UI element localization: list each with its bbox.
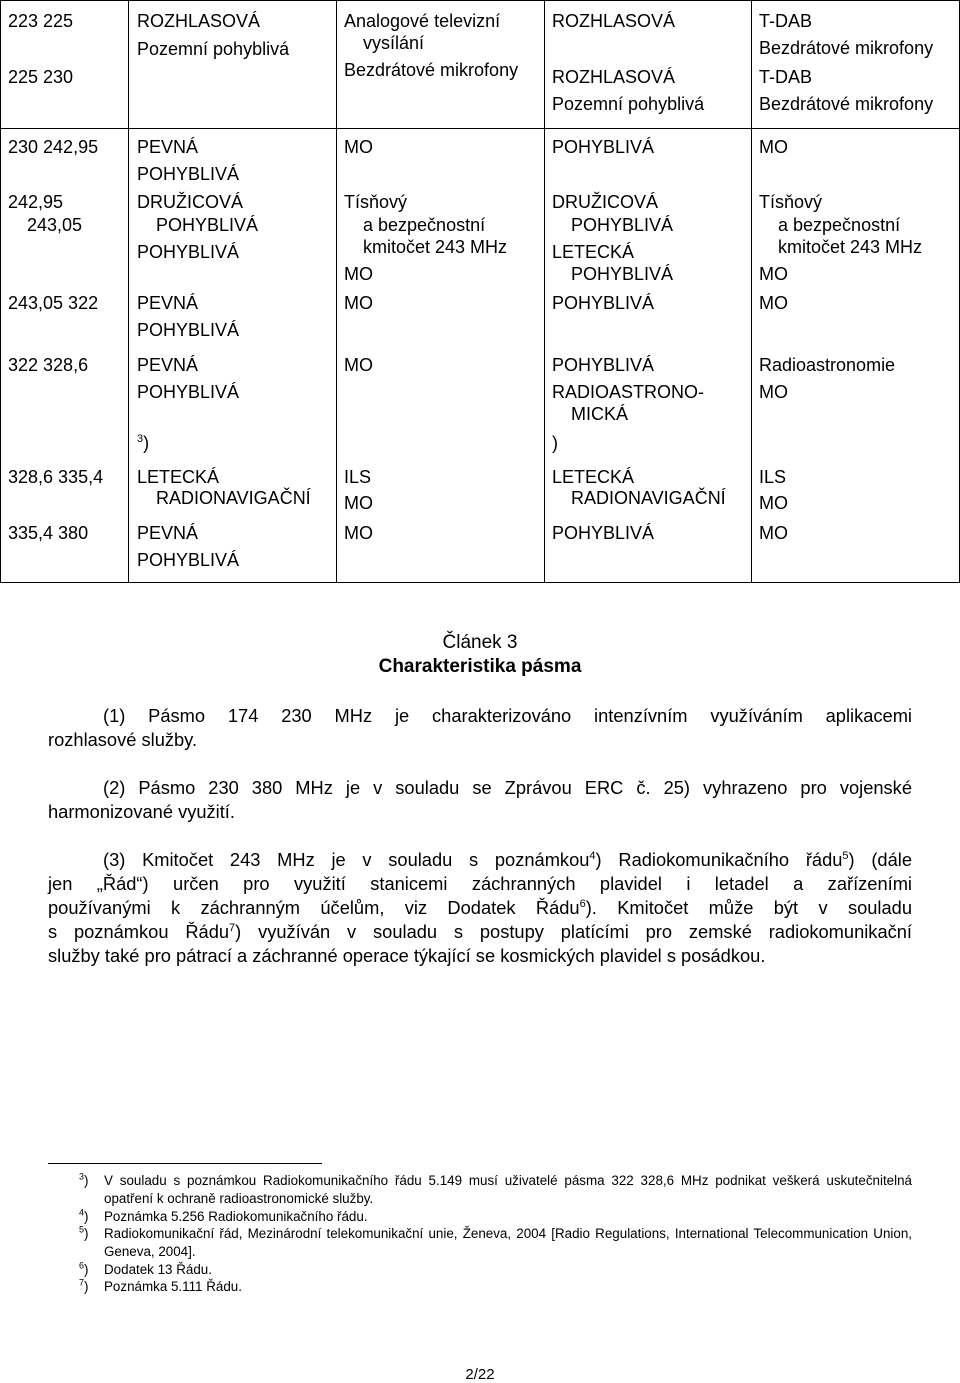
service-cell: LETECKÁ <box>552 242 635 262</box>
footnote-number: $^3$) <box>79 1171 89 1188</box>
service-cell: MO <box>759 137 788 157</box>
paragraph-line <box>48 848 912 872</box>
service-cell: ILS <box>344 467 372 487</box>
service-cell: ROZHLASOVÁ <box>137 11 261 31</box>
service-cell: T-DAB <box>759 67 813 87</box>
service-cell: MICKÁ <box>571 404 629 424</box>
service-cell: ) <box>552 433 558 453</box>
service-cell: MO <box>344 264 373 284</box>
band-cell: 230 242,95 <box>8 137 99 157</box>
service-cell: LETECKÁ <box>137 467 220 487</box>
footnote <box>79 1207 912 1226</box>
paragraph-line: rozhlasové služby. <box>48 729 198 750</box>
text-span: ) využíván v souladu s postupy platícími pro zemské radiokomunikační <box>235 921 912 942</box>
service-cell: T-DAB <box>759 11 813 31</box>
service-cell: RADIONAVIGAČNÍ <box>156 488 311 508</box>
footnote-ref-number: 4 <box>589 849 596 862</box>
page-number: 2/22 <box>465 1366 495 1383</box>
footnote-ref-number: 6 <box>579 897 586 910</box>
footnote-text: V souladu s poznámkou Radiokomunikačního řádu 5.149 musí uživatelé pásma 322 328,6 MHz podnikat veškerá uskutečnitelná opatření k ochraně radioastronomické služby. <box>104 1173 912 1206</box>
service-cell: a bezpečnostní <box>363 215 486 235</box>
band-cell: 322 328,6 <box>8 355 89 375</box>
table-col-divider <box>128 0 129 583</box>
service-cell: POHYBLIVÁ <box>137 382 240 402</box>
service-cell: MO <box>759 493 788 513</box>
service-cell: POHYBLIVÁ <box>552 355 655 375</box>
text-span: používanými k záchranným účelům, viz Dodatek Řádu <box>48 897 580 918</box>
table-border-top <box>0 0 960 1</box>
text-span: ). Kmitočet může být v souladu <box>585 897 912 918</box>
service-cell: vysílání <box>363 33 425 53</box>
service-cell: ROZHLASOVÁ <box>552 11 676 31</box>
service-cell: PEVNÁ <box>137 523 199 543</box>
service-cell: LETECKÁ <box>552 467 635 487</box>
table-border-bottom <box>0 582 960 583</box>
band-cell: 243,05 322 <box>8 293 99 313</box>
band-cell: 328,6 335,4 <box>8 467 104 487</box>
table-col-divider <box>751 0 752 583</box>
service-cell: Bezdrátové mikrofony <box>344 60 519 80</box>
service-cell: MO <box>344 293 373 313</box>
footnote-number: $^7$) <box>79 1277 89 1294</box>
service-cell: Bezdrátové mikrofony <box>759 38 934 58</box>
band-cell: 335,4 380 <box>8 523 89 543</box>
footnote-ref-number: 7 <box>229 921 236 934</box>
footnote <box>79 1260 912 1279</box>
service-cell: POHYBLIVÁ <box>137 320 240 340</box>
article-heading: Článek 3 <box>442 632 518 653</box>
service-cell: MO <box>344 137 373 157</box>
footnote-text: Radiokomunikační řád, Mezinárodní telekomunikační unie, Ženeva, 2004 [Radio Regulations, International Telecommunication Union, Geneva, 2004]. <box>104 1226 912 1259</box>
service-cell: Tísňový <box>344 192 408 212</box>
footnote-number: $^4$) <box>79 1207 89 1224</box>
service-cell: POHYBLIVÁ <box>137 242 240 262</box>
service-cell: RADIOASTRONO- <box>552 382 705 402</box>
paragraph-line: (2) Pásmo 230 380 MHz je v souladu se Zprávou ERC č. 25) vyhrazeno pro vojenské <box>103 777 912 798</box>
band-cell: 243,05 <box>27 215 83 235</box>
frequency-allocation-table <box>0 0 960 583</box>
service-cell: kmitočet 243 MHz <box>778 237 923 257</box>
service-cell: MO <box>759 523 788 543</box>
service-cell: Tísňový <box>759 192 823 212</box>
service-cell: kmitočet 243 MHz <box>363 237 508 257</box>
table-col-divider <box>336 0 337 583</box>
service-cell: MO <box>759 264 788 284</box>
service-cell: POHYBLIVÁ <box>137 164 240 184</box>
service-cell: PEVNÁ <box>137 355 199 375</box>
footnote-number: $^5$) <box>79 1224 89 1241</box>
service-cell: RADIONAVIGAČNÍ <box>571 488 726 508</box>
footnote <box>79 1277 912 1296</box>
service-cell: POHYBLIVÁ <box>552 293 655 313</box>
service-cell: MO <box>344 355 373 375</box>
service-cell: POHYBLIVÁ <box>552 137 655 157</box>
service-cell: Pozemní pohyblivá <box>552 94 705 114</box>
text-span: ) Radiokomunikačního řádu <box>595 849 843 870</box>
footnote-ref-number: 5 <box>842 849 849 862</box>
band-cell: 223 225 <box>8 11 74 31</box>
service-cell: POHYBLIVÁ <box>552 523 655 543</box>
paragraph-line: jen „Řád“) určen pro využití stanicemi záchranných plavidel i letadel a zařízeními <box>48 873 912 894</box>
table-row-divider <box>0 128 960 129</box>
service-cell: POHYBLIVÁ <box>156 215 259 235</box>
service-cell: MO <box>759 382 788 402</box>
service-cell: a bezpečnostní <box>778 215 901 235</box>
footnote-text: Dodatek 13 Řádu. <box>104 1262 212 1277</box>
paragraph-3 <box>48 848 912 968</box>
service-cell: PEVNÁ <box>137 137 199 157</box>
service-cell: POHYBLIVÁ <box>571 215 674 235</box>
footnote-text: Poznámka 5.256 Radiokomunikačního řádu. <box>104 1209 368 1224</box>
table-col-divider <box>544 0 545 583</box>
footnote-number: $^6$) <box>79 1260 89 1277</box>
service-cell: PEVNÁ <box>137 293 199 313</box>
service-cell: POHYBLIVÁ <box>137 550 240 570</box>
text-span: s poznámkou Řádu <box>48 921 230 942</box>
footnote-text: Poznámka 5.111 Řádu. <box>104 1279 242 1294</box>
paragraph-line: harmonizované využití. <box>48 801 235 822</box>
footnote-ref-number: 3 <box>137 433 144 445</box>
service-cell: DRUŽICOVÁ <box>137 192 244 212</box>
footnote-reference <box>137 432 149 454</box>
service-cell: ROZHLASOVÁ <box>552 67 676 87</box>
service-cell: Bezdrátové mikrofony <box>759 94 934 114</box>
band-cell: 225 230 <box>8 67 74 87</box>
service-cell: POHYBLIVÁ <box>571 264 674 284</box>
band-cell: 242,95 <box>8 192 64 212</box>
footnote <box>79 1171 912 1207</box>
article-subheading: Charakteristika pásma <box>378 656 582 677</box>
text-span: ) (dále <box>848 849 912 870</box>
service-cell: MO <box>759 293 788 313</box>
paragraph-line: (1) Pásmo 174 230 MHz je charakterizováno intenzívním využíváním aplikacemi <box>103 705 912 726</box>
service-cell: MO <box>344 493 373 513</box>
service-cell: DRUŽICOVÁ <box>552 192 659 212</box>
service-cell: ILS <box>759 467 787 487</box>
service-cell: Pozemní pohyblivá <box>137 39 290 59</box>
service-cell: MO <box>344 523 373 543</box>
text-span: (3) Kmitočet 243 MHz je v souladu s poznámkou <box>103 849 590 870</box>
paragraph-line <box>48 920 912 944</box>
service-cell: Analogové televizní <box>344 11 501 31</box>
footnote <box>79 1224 912 1260</box>
table-border-left <box>0 0 1 583</box>
footnote-separator <box>48 1163 322 1164</box>
footnote-ref-paren: ) <box>143 433 150 453</box>
paragraph-line: služby také pro pátrací a záchranné operace týkající se kosmických plavidel s posádkou. <box>48 945 766 966</box>
paragraph-1 <box>48 704 912 752</box>
paragraph-2 <box>48 776 912 824</box>
paragraph-line <box>48 896 912 920</box>
service-cell: Radioastronomie <box>759 355 896 375</box>
